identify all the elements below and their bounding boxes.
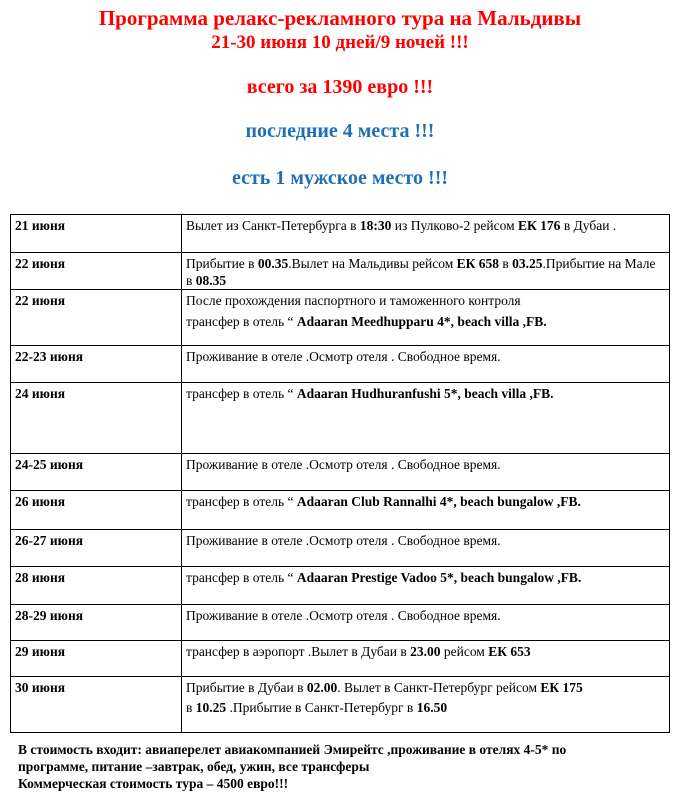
row-desc: трансфер в отель “ Adaaran Club Rannalhi 4*, beach bungalow ,FB. bbox=[182, 491, 670, 530]
row-date: 28-29 июня bbox=[11, 605, 182, 641]
row-desc: Прибытие в Дубаи в 02.00. Вылет в Санкт-Петербург рейсом ЕК 175 в 10.25 .Прибытие в Санкт-Петербург в 16.50 bbox=[182, 677, 670, 733]
table-row bbox=[11, 346, 670, 383]
tour-dates: 21-30 июня 10 дней/9 ночей !!! bbox=[211, 32, 469, 53]
row-date: 26 июня bbox=[11, 491, 182, 530]
table-row bbox=[11, 491, 670, 530]
row-date: 24 июня bbox=[11, 383, 182, 454]
row-desc: Прибытие в 00.35.Вылет на Мальдивы рейсом ЕК 658 в 03.25.Прибытие на Мале в 08.35 bbox=[182, 253, 670, 290]
row-date: 22 июня bbox=[11, 253, 182, 290]
row-date: 21 июня bbox=[11, 215, 182, 253]
row-desc: После прохождения паспортного и таможенного контроля трансфер в отель “ Adaaran Meedhupparu 4*, beach villa ,FB. bbox=[182, 290, 670, 346]
row-date: 22-23 июня bbox=[11, 346, 182, 383]
footer-commercial-price: Коммерческая стоимость тура – 4500 евро!!! bbox=[18, 776, 289, 791]
table-row bbox=[11, 383, 670, 454]
page-title: Программа релакс-рекламного тура на Мальдивы bbox=[98, 6, 582, 30]
row-desc: трансфер в аэропорт .Вылет в Дубаи в 23.00 рейсом ЕК 653 bbox=[182, 641, 670, 677]
male-seat: есть 1 мужское место !!! bbox=[231, 167, 449, 189]
table-row bbox=[11, 290, 670, 346]
seats-left: последние 4 места !!! bbox=[245, 120, 435, 142]
table-row bbox=[11, 641, 670, 677]
tour-price: всего за 1390 евро !!! bbox=[246, 76, 434, 98]
row-date: 22 июня bbox=[11, 290, 182, 346]
row-desc: трансфер в отель “ Adaaran Hudhuranfushi 5*, beach villa ,FB. bbox=[182, 383, 670, 454]
row-desc: Вылет из Санкт-Петербурга в 18:30 из Пулково-2 рейсом ЕК 176 в Дубаи . bbox=[182, 215, 670, 253]
footer-includes-cont: программе, питание –завтрак, обед, ужин, все трансферы bbox=[18, 759, 370, 774]
row-date: 29 июня bbox=[11, 641, 182, 677]
row-desc: Проживание в отеле .Осмотр отеля . Свободное время. bbox=[182, 454, 670, 491]
table-row bbox=[11, 605, 670, 641]
table-row bbox=[11, 253, 670, 290]
footer-includes: В стоимость входит: авиаперелет авиакомпанией Эмирейтс ,проживание в отелях 4-5* по bbox=[18, 742, 567, 757]
table-row bbox=[11, 677, 670, 733]
row-date: 24-25 июня bbox=[11, 454, 182, 491]
row-date: 26-27 июня bbox=[11, 530, 182, 567]
table-row bbox=[11, 530, 670, 567]
row-desc: Проживание в отеле .Осмотр отеля . Свободное время. bbox=[182, 346, 670, 383]
row-desc: Проживание в отеле .Осмотр отеля . Свободное время. bbox=[182, 530, 670, 567]
row-desc: Проживание в отеле .Осмотр отеля . Свободное время. bbox=[182, 605, 670, 641]
row-date: 30 июня bbox=[11, 677, 182, 733]
row-date: 28 июня bbox=[11, 567, 182, 605]
table-row bbox=[11, 567, 670, 605]
table-row bbox=[11, 454, 670, 491]
row-desc: трансфер в отель “ Adaaran Prestige Vadoo 5*, beach bungalow ,FB. bbox=[182, 567, 670, 605]
table-row bbox=[11, 215, 670, 253]
itinerary-table bbox=[10, 214, 670, 733]
